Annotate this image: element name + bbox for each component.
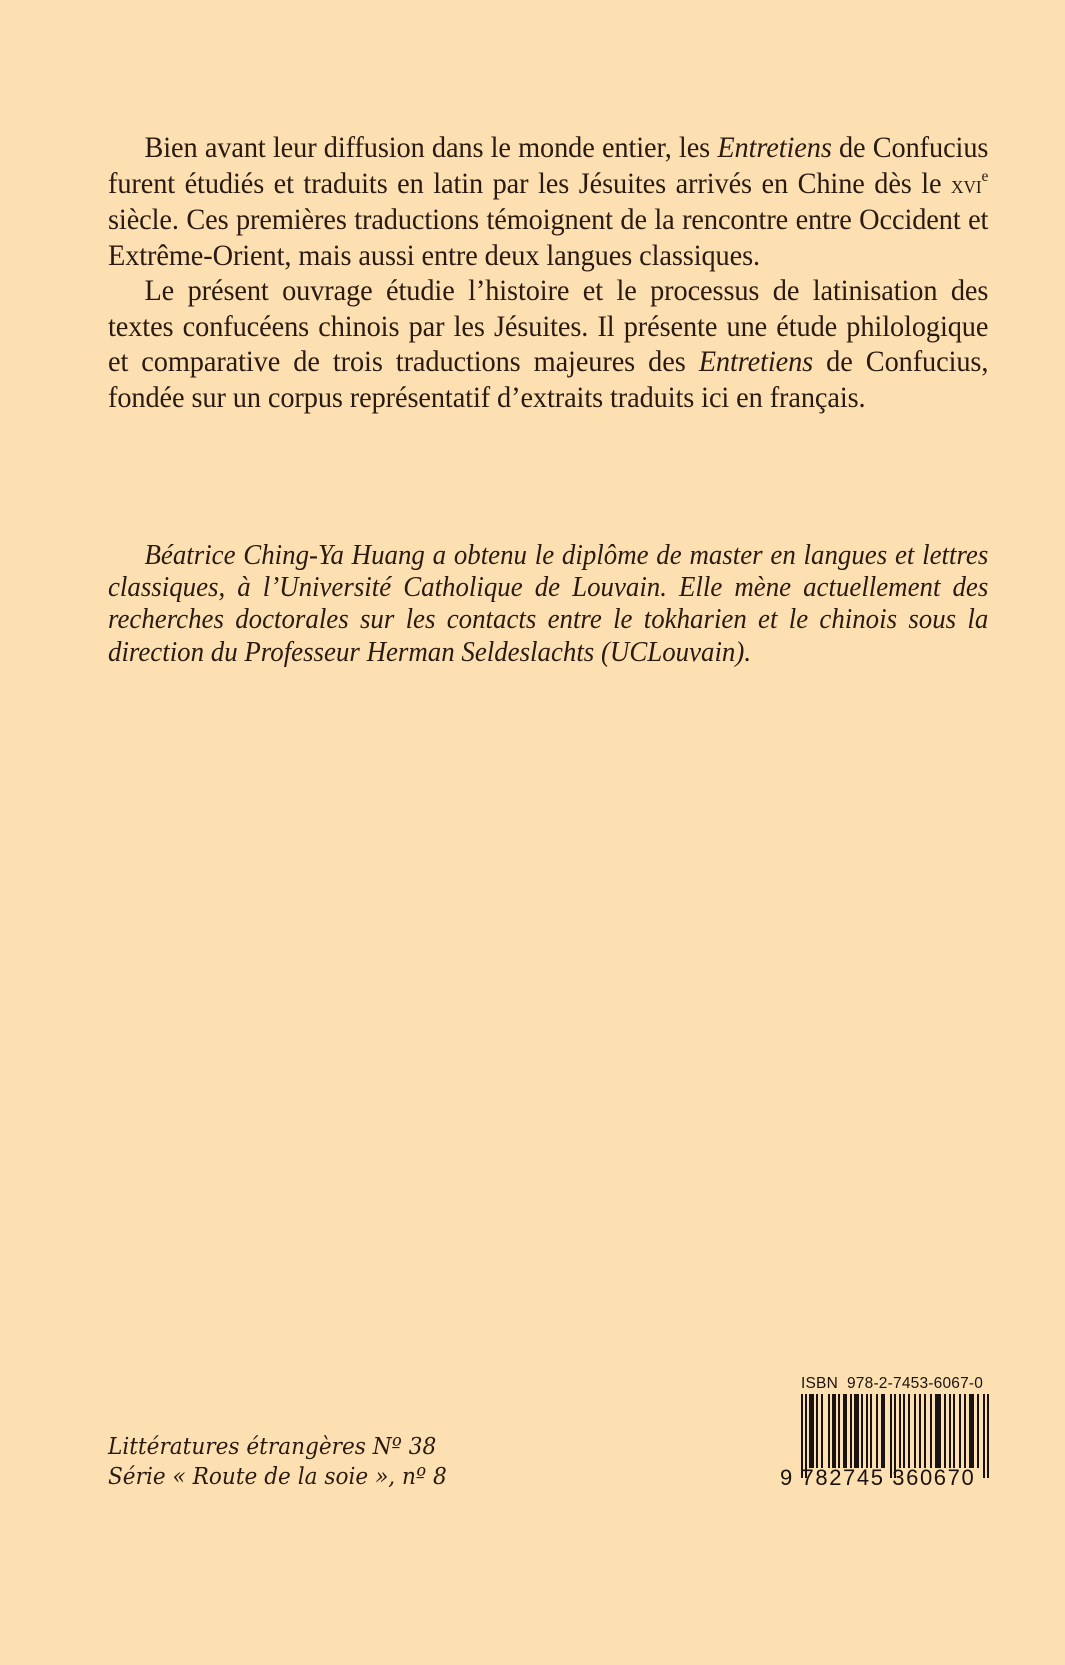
blurb-text: Bien avant leur diffusion dans le monde entier, les [144, 132, 718, 164]
book-title-italic: Entretiens [698, 346, 814, 378]
century-superscript: e [981, 166, 989, 185]
blurb-paragraph-1 [108, 131, 988, 274]
isbn-label: ISBN 978-2-7453-6067-0 [801, 1375, 984, 1392]
author-bio-text: Béatrice Ching-Ya Huang a obtenu le diplôme de master en langues et lettres classiques, à l’Université Catholique de Louvain. Elle mène actuellement des recherches doctorales sur les contacts entre le tokharien et le chinois sous la direction du Professeur Herman Seldeslachts (UCLouvain). [108, 540, 989, 668]
century-numeral: xvi [951, 171, 982, 199]
blurb-text: de Confucius, fondée sur un corpus représentatif d’extraits traduits ici en français. [108, 346, 989, 414]
series-info [108, 1432, 447, 1492]
barcode-digits: 9 782745 360670 [780, 1465, 976, 1490]
series-subseries-line: Série « Route de la soie », nº 8 [108, 1464, 447, 1490]
back-cover-blurb [108, 131, 988, 416]
blurb-text: Le présent ouvrage étudie l’histoire et le processus de latinisation des textes confucéens chinois par les Jésuites. Il présente une étude philologique et comparative de trois traductions majeures des [108, 275, 989, 378]
blurb-text: de Confucius furent étudiés et traduits en latin par les Jésuites arrivés en Chine dès le [108, 132, 989, 200]
series-collection-line: Littératures étrangères Nº 38 [108, 1434, 437, 1460]
blurb-paragraph-2 [108, 274, 988, 416]
book-title-italic: Entretiens [717, 132, 832, 164]
author-bio [108, 540, 988, 669]
blurb-text: siècle. Ces premières traductions témoignent de la rencontre entre Occident et Extrême-Orient, mais aussi entre deux langues classiques. [108, 204, 989, 272]
